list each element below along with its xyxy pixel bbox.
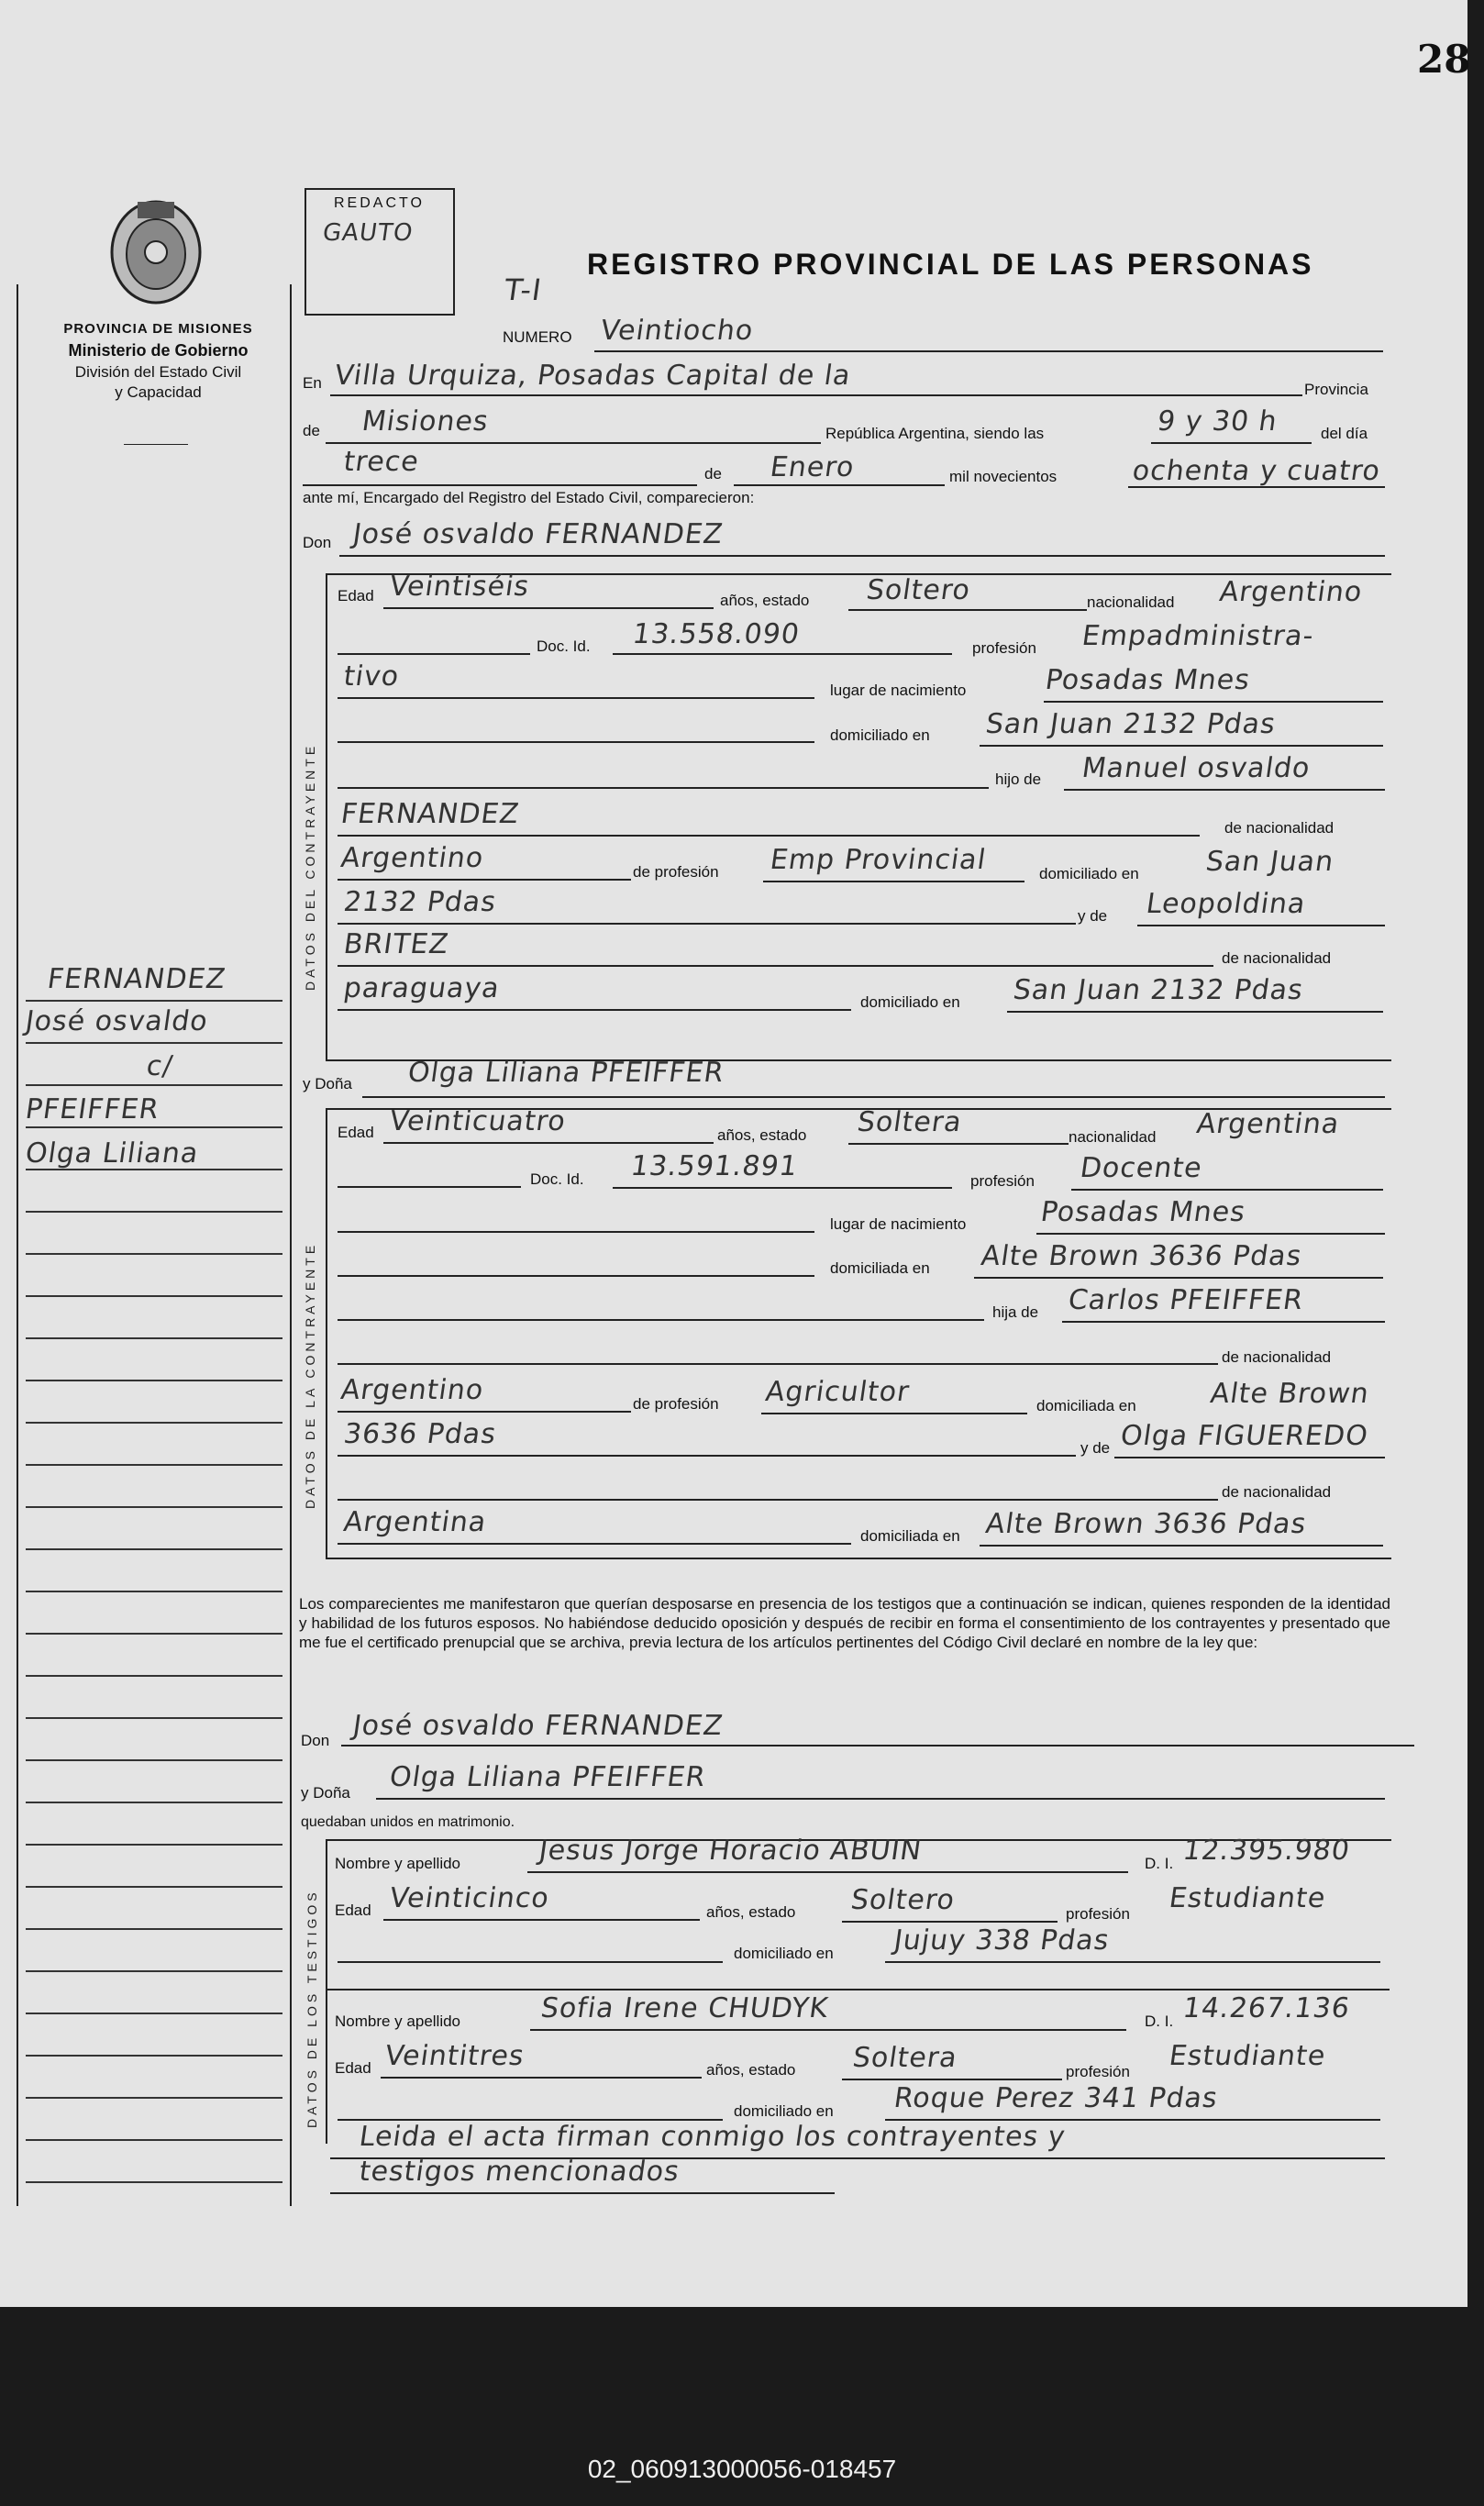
margin-rule [26,1380,282,1381]
c-padre-prof-line [763,881,1024,882]
union-dona-line [376,1798,1385,1800]
redacto-label: REDACTO [334,195,425,211]
margin-rule [26,1886,282,1888]
t1-domic-pre-line [338,1961,723,1963]
don-label: Don [303,534,332,551]
left-border [17,284,18,2206]
t2-anios-label: años, estado [706,2061,796,2079]
margin-rule [26,1464,282,1466]
contrayente-f-name-line [362,1096,1385,1098]
c-de-prof-label: de profesión [633,863,719,881]
margin-rule [26,2013,282,2014]
margin-note-line1: FERNANDEZ [45,963,228,995]
contrayente-f-name: Olga Liliana PFEIFFER [405,1057,726,1089]
c-doc-label: Doc. Id. [537,638,591,655]
f-de-nac2-pre-line [338,1499,1218,1501]
c-prof2-line [338,697,814,699]
margin-rule [26,1295,282,1297]
f-prof-value: Docente [1078,1152,1205,1184]
f-domic-line [974,1277,1383,1279]
margin-note-line5: Olga Liliana [23,1137,201,1170]
margin-rule [26,1169,282,1170]
f-madre-domic-label: domiciliada en [860,1527,960,1545]
c-doc-value: 13.558.090 [630,618,803,650]
f-doc-value: 13.591.891 [628,1150,801,1182]
de-line [326,442,821,444]
contrayente-f-side-label: DATOS DE LA CONTRAYENTE [303,1241,317,1509]
f-nac-label: nacionalidad [1069,1128,1157,1146]
c-padre-apellido-line [338,835,1200,837]
de-value: Misiones [360,405,492,438]
scan-id-caption: 02_060913000056-018457 [587,2455,897,2483]
c-y-de-label: y de [1078,907,1108,925]
t2-domic-value: Roque Perez 341 Pdas [892,2082,1221,2114]
f-padre-domic-label: domiciliada en [1036,1397,1136,1414]
margin-rule [26,1970,282,1972]
f-de-nac2-label: de nacionalidad [1222,1483,1332,1501]
c-prof-value-1: Empadministra- [1080,620,1316,652]
c-prof-value-2: tivo [341,660,402,693]
contrayente-side-label: DATOS DEL CONTRAYENTE [303,742,317,991]
f-doc-label: Doc. Id. [530,1170,584,1188]
page-number: 28 [1417,37,1471,82]
margin-rule [26,2055,282,2057]
c-padre-nac-line [338,879,631,881]
c-edad-value: Veintiséis [387,571,532,603]
dona-label: y Doña [303,1075,352,1092]
f-de-prof-label: de profesión [633,1395,719,1413]
t2-nombre-line [530,2029,1126,2031]
c-domic-pre-line [338,741,814,743]
margin-rule [26,1253,282,1255]
column-divider [290,284,292,2206]
margin-rule [26,1928,282,1930]
c-de-nac-label: de nacionalidad [1224,819,1334,837]
f-padre-domic-2: 3636 Pdas [341,1418,499,1450]
closing-line-2-rule [330,2192,835,2194]
mes-value: Enero [768,451,857,483]
margin-rule [26,1633,282,1635]
c-anios-label: años, estado [720,592,810,609]
f-edad-value: Veinticuatro [387,1105,569,1137]
numero-value: Veintiocho [598,315,756,347]
f-prof-label: profesión [970,1172,1035,1190]
hora-value: 9 y 30 h [1155,405,1280,438]
f-edad-label: Edad [338,1124,374,1141]
redacto-value: GAUTO [320,219,415,247]
margin-rule [26,1126,282,1128]
margin-rule [26,1422,282,1424]
province-label: PROVINCIA DE MISIONES [63,321,253,337]
t1-prof-value: Estudiante [1167,1882,1328,1914]
t1-edad-line [383,1919,700,1921]
c-lugar-value: Posadas Mnes [1043,664,1253,696]
f-padre-prof: Agricultor [763,1376,912,1408]
republica-label: República Argentina, siendo las [825,425,1045,442]
contrayente-name-line [339,555,1385,557]
t2-nombre-value: Sofia Irene CHUDYK [538,1992,831,2024]
t2-di-value: 14.267.136 [1180,1992,1353,2024]
ante-mi-text: ante mí, Encargado del Registro del Estado Civil, comparecieron: [303,489,755,506]
margin-rule [26,1211,282,1213]
testigos-side-label: DATOS DE LOS TESTIGOS [305,1889,319,2128]
t2-prof-value: Estudiante [1167,2040,1328,2072]
f-prof-line [1071,1189,1383,1191]
f-domic-label: domiciliada en [830,1259,930,1277]
provincia-label: Provincia [1304,381,1368,398]
margin-rule [26,1042,282,1044]
t2-edad-value: Veintitres [382,2040,527,2072]
ministry-label: Ministerio de Gobierno [68,341,249,360]
c-madre-apellido-line [338,965,1213,967]
quedaban-text: quedaban unidos en matrimonio. [301,1814,515,1830]
c-padre-nac: Argentino [338,842,486,874]
c-domic-label: domiciliado en [830,726,930,744]
f-padre-domic-line [338,1455,1076,1457]
c-padre-prof: Emp Provincial [768,844,989,876]
f-doc-line [613,1187,952,1189]
c-estado-value: Soltero [864,574,973,606]
document-title: REGISTRO PROVINCIAL DE LAS PERSONAS [587,248,1314,281]
dia-value: trece [341,446,422,478]
f-hija-label: hija de [992,1303,1039,1321]
t2-prof-label: profesión [1066,2063,1130,2080]
margin-rule [26,1717,282,1719]
t2-domic-label: domiciliado en [734,2102,834,2120]
f-lugar-pre-line [338,1231,814,1233]
t1-edad-label: Edad [335,1902,371,1919]
c-hijo-label: hijo de [995,771,1042,788]
c-padre-value: Manuel osvaldo [1080,752,1312,784]
mes-line [734,484,945,486]
c-madre-nac: paraguaya [341,972,503,1004]
division-label: División del Estado Civil [74,363,242,381]
f-madre-domic: Alte Brown 3636 Pdas [983,1508,1309,1540]
c-domic-line [980,745,1383,747]
en-label: En [303,374,322,392]
c-madre-domic-label: domiciliado en [860,993,960,1011]
t1-anios-label: años, estado [706,1903,796,1921]
anio-line [1128,486,1385,488]
c-madre-line [1137,925,1385,926]
f-lugar-line [1036,1233,1385,1235]
margin-rule [26,1000,282,1002]
f-y-de-label: y de [1080,1439,1111,1457]
c-doc-pre-line [338,653,530,655]
union-don-label: Don [301,1732,330,1749]
c-madre-domic: San Juan 2132 Pdas [1011,974,1306,1006]
c-padre-apellido: FERNANDEZ [338,798,522,830]
margin-rule [26,1802,282,1803]
c-nac-value: Argentino [1217,576,1365,608]
margin-rule [26,1675,282,1677]
t1-prof-label: profesión [1066,1905,1130,1923]
union-don-line [341,1745,1414,1746]
f-anios-label: años, estado [717,1126,807,1144]
hora-line [1151,442,1312,444]
c-edad-line [383,607,714,609]
c-madre-domic-line [1007,1011,1383,1013]
margin-note-line3: c/ [144,1050,176,1082]
c-padre-domic-line [338,923,1076,925]
t1-estado-value: Soltero [848,1884,958,1916]
margin-rule [26,1337,282,1339]
t2-edad-label: Edad [335,2059,371,2077]
c-padre-domic-1: San Juan [1203,846,1336,878]
f-edad-line [383,1142,714,1144]
f-de-nac-pre-line [338,1363,1218,1365]
de-label: de [303,422,320,439]
redacto-box [305,188,455,316]
t1-domic-line [885,1961,1380,1963]
t1-nombre-label: Nombre y apellido [335,1855,461,1872]
capacity-label: y Capacidad [115,383,202,401]
header-divider [124,444,188,445]
f-madre-nac: Argentina [341,1506,489,1538]
c-de-nac2-label: de nacionalidad [1222,949,1332,967]
numero-label: NUMERO [503,328,572,346]
t1-nombre-value: Jesus Jorge Horacio ABUIN [537,1835,925,1867]
en-line [330,394,1302,396]
c-estado-line [848,609,1087,611]
margin-rule [26,1591,282,1592]
f-madre-value: Olga FIGUEREDO [1118,1420,1371,1452]
margin-rule [26,1548,282,1550]
f-doc-pre-line [338,1186,521,1188]
margin-rule [26,1084,282,1086]
t1-di-label: D. I. [1145,1855,1174,1872]
c-hijo-pre-line [338,787,989,789]
t2-nombre-label: Nombre y apellido [335,2013,461,2030]
f-madre-nac-line [338,1543,851,1545]
margin-note-line4: PFEIFFER [23,1093,161,1125]
margin-rule [26,1506,282,1508]
c-madre-nac-line [338,1009,851,1011]
f-padre-line [1062,1321,1385,1323]
c-padre-line [1064,789,1385,791]
testigos-divider [326,1989,1390,1990]
c-domic-value: San Juan 2132 Pdas [983,708,1279,740]
dia-line [303,484,697,486]
closing-line-2: testigos mencionados [357,2156,682,2188]
f-de-nac-label: de nacionalidad [1222,1348,1332,1366]
margin-rule [26,2097,282,2099]
f-domic-pre-line [338,1275,814,1277]
f-padre-domic-1: Alte Brown [1208,1378,1372,1410]
margin-note-line2: José osvaldo [23,1005,211,1037]
union-don-name: José osvaldo FERNANDEZ [350,1710,725,1742]
c-madre-value: Leopoldina [1144,888,1308,920]
t2-di-label: D. I. [1145,2013,1174,2030]
f-padre-prof-line [761,1413,1027,1414]
c-nac-label: nacionalidad [1087,593,1175,611]
f-madre-line [1114,1457,1385,1458]
province-seal-icon [101,188,211,307]
declaration-text: Los comparecientes me manifestaron que querían desposarse en presencia de los testigos que a continuación se indican, quienes responden de la identidad y habilidad de los futuros esposos. No habiéndose deducido oposición y después de recibir en forma el consentimiento de los contrayentes y presentado que me fue el certificado prenupcial que se archiva, previa lectura de los artículos pertinentes del Código Civil declaré en nombre de la ley que: [299,1595,1390,1651]
c-lugar-line [1044,701,1383,703]
t2-edad-line [381,2077,702,2079]
de2-label: de [704,465,722,482]
en-value: Villa Urquiza, Posadas Capital de la [332,360,854,392]
f-hija-pre-line [338,1319,984,1321]
t1-domic-value: Jujuy 338 Pdas [892,1924,1112,1957]
mil-label: mil novecientos [949,468,1058,485]
c-doc-line [613,653,952,655]
t1-domic-label: domiciliado en [734,1945,834,1962]
f-madre-domic-line [980,1545,1383,1547]
margin-rule [26,1759,282,1761]
t1-estado-line [842,1921,1058,1923]
c-edad-label: Edad [338,587,374,604]
f-lugar-label: lugar de nacimiento [830,1215,967,1233]
f-estado-line [848,1143,1069,1145]
del-dia-label: del día [1321,425,1368,442]
c-lugar-label: lugar de nacimiento [830,682,967,699]
t1-di-value: 12.395.980 [1180,1835,1353,1867]
f-padre-nac: Argentino [338,1374,486,1406]
margin-rule [26,2139,282,2141]
c-padre-domic-2: 2132 Pdas [341,886,499,918]
c-prof-label: profesión [972,639,1036,657]
numero-line [594,350,1383,352]
c-madre-apellido: BRITEZ [341,928,451,960]
margin-rule [26,1844,282,1846]
c-padre-domic-label: domiciliado en [1039,865,1139,882]
f-padre-value: Carlos PFEIFFER [1066,1284,1306,1316]
closing-line-1: Leida el acta firman conmigo los contrayentes y [357,2121,1069,2153]
union-dona-name: Olga Liliana PFEIFFER [387,1761,708,1793]
t1-nombre-line [527,1871,1128,1873]
f-padre-nac-line [338,1411,631,1413]
contrayente-name: José osvaldo FERNANDEZ [350,518,725,550]
anio-value: ochenta y cuatro [1130,455,1383,487]
union-dona-label: y Doña [301,1784,350,1802]
f-lugar-value: Posadas Mnes [1038,1196,1248,1228]
margin-rule [26,2181,282,2183]
t2-estado-line [842,2079,1062,2080]
f-domic-value: Alte Brown 3636 Pdas [979,1240,1304,1272]
f-estado-value: Soltera [855,1106,965,1138]
t1-edad-value: Veinticinco [387,1882,552,1914]
tome-label: T-I [502,272,545,307]
t2-estado-value: Soltera [850,2042,960,2074]
f-nac-value: Argentina [1194,1108,1342,1140]
